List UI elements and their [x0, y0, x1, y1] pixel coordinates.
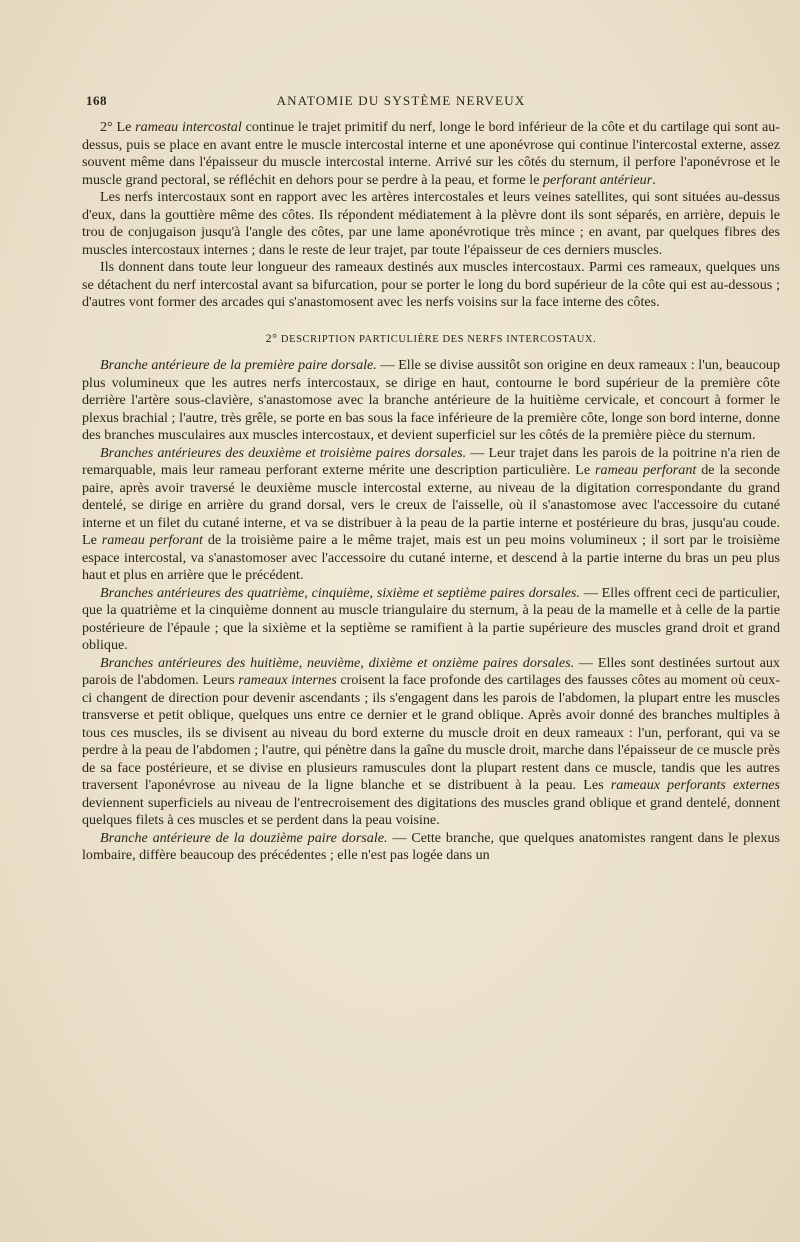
paragraph — [82, 357, 780, 445]
paragraph-text: — Cette branche, que quelques anatomistes rangent dans le plexus lombaire, diffère beaucoup des précédentes ; elle n'est pas logée dans un — [82, 829, 780, 863]
paragraph-text: . — [652, 171, 656, 188]
italic-term: rameau perforant — [595, 462, 697, 478]
body-text — [82, 119, 780, 865]
page-number: 168 — [86, 93, 107, 108]
paragraph-text: de la seconde paire, après avoir traversé le deuxième muscle intercostal externe, au niveau de la digitation correspondante du grand dentelé, se dirige en arrière du grand dorsal, vers le creux de l'aisselle, où il s'anastomose avec l'accessoire du cutané interne et un filet du cutané interne, et va se distribuer à la peau de la partie interne et postérieure du bras, jusqu'au coude. Le — [82, 462, 781, 548]
paragraph — [82, 585, 780, 655]
paragraph — [82, 655, 780, 830]
paragraph-text: — Elles offrent ceci de particulier, que la quatrième et la cinquième donnent au muscle triangulaire du sternum, à la peau de la mamelle et à celle de la partie postérieure de l'épaule ; que la sixième et la septième se ramifient à la partie supérieure des muscles grand droit et grand oblique. — [82, 584, 781, 653]
paragraph-text: de la troisième paire a le même trajet, mais est un peu moins volumineux ; il sort par le troisième espace intercostal, va s'anastomoser avec l'accessoire du cutané interne, et descend à la partie interne du bras un peu plus haut et plus en arrière que le précédent. — [82, 532, 780, 583]
paragraph-text: — Elles sont destinées surtout aux parois de l'abdomen. Leurs — [82, 654, 780, 688]
paragraph-text: Ils donnent dans toute leur longueur des rameaux destinés aux muscles intercostaux. Parmi ces rameaux, quelques uns se détachent du nerf intercostal avant sa bifurcation, pour se porter le long du bord supérieur de la côte qui est au-dessous ; d'autres vont former des arcades qui s'anastomosent avec les nerfs voisins sur la face interne des côtes. — [82, 259, 780, 310]
section-title: DESCRIPTION PARTICULIÈRE DES NERFS INTERCOSTAUX. — [280, 333, 597, 345]
paragraph-text: croisent la face profonde des cartilages des fausses côtes au moment où ceux-ci changent de direction pour devenir ascendants ; ils s'engagent dans les parois de l'abdomen, la plupart entre les muscles transverse et petit oblique, quelques uns entre ce dernier et le grand oblique. Après avoir donné des branches multiples à tous ces muscles, ils se divisent au niveau du bord externe du muscle droit en deux rameaux : l'un, perforant, qui va se perdre à la peau de l'abdomen ; l'autre, qui pénètre dans la gaîne du muscle droit, marche dans l'épaisseur de ce muscle près de sa face postérieure, et se divise en plusieurs ramuscules dont la plupart restent dans ce muscle, tandis que les autres traversent l'aponévrose au niveau de la ligne blanche et se distribuent à la peau. Les — [82, 672, 780, 793]
italic-heading: Branches antérieures des quatrième, cinquième, sixième et septième paires dorsales. — [100, 584, 580, 601]
italic-heading: Branches antérieures des deuxième et troisième paires dorsales. — [100, 444, 467, 461]
paragraph — [82, 830, 780, 865]
italic-term: rameaux perforants externes — [610, 777, 780, 793]
paragraph-lead: 2° Le — [100, 119, 136, 135]
section-heading — [82, 330, 780, 349]
paragraph-text: — Elle se divise aussitôt son origine en deux rameaux : l'un, beaucoup plus volumineux que les autres nerfs intercostaux, se dirige en haut, contourne le bord supérieur de la première côte derrière l'artère sous-clavière, s'anastomose avec la branche antérieure de la huitième cervicale, et concourt à former le plexus brachial ; l'autre, très grêle, se porte en bas sous la face inférieure de la première côte, longe son bord interne, donne des branches musculaires aux muscles intercostaux, et devient superficiel sur les côtés de la première pièce du sternum. — [82, 357, 780, 443]
paragraph — [82, 445, 780, 585]
italic-heading: Branche antérieure de la douzième paire dorsale. — [100, 829, 388, 846]
italic-heading: Branche antérieure de la première paire dorsale. — [100, 357, 377, 373]
italic-term: rameau intercostal — [135, 119, 242, 135]
italic-heading: Branches antérieures des huitième, neuvième, dixième et onzième paires dorsales. — [100, 654, 575, 671]
paragraph-text: continue le trajet primitif du nerf, longe le bord inférieur de la côte et du cartilage qui sont au-dessus, puis se place en avant entre le muscle intercostal interne et une aponévrose qui continue l'intercostal externe, assez souvent même dans l'épaisseur du muscle intercostal interne. Arrivé sur les côtés du sternum, il perfore l'aponévrose et le muscle grand pectoral, se réfléchit en dehors pour se perdre à la peau, et forme le — [82, 119, 780, 188]
paragraph-text: deviennent superficiels au niveau de l'entrecroisement des digitations des muscles grand oblique et grand dentelé, donnent quelques filets à ces muscles et se perdent dans la peau voisine. — [82, 794, 780, 828]
page-header — [86, 93, 716, 111]
paragraph — [82, 119, 780, 189]
italic-term: rameau perforant — [101, 532, 203, 548]
paragraph-text: Les nerfs intercostaux sont en rapport avec les artères intercostales et leurs veines satellites, qui sont situées au-dessus d'eux, dans la gouttière même des côtes. Ils répondent médiatement à la plèvre dont ils sont séparés, en arrière, depuis le trou de conjugaison jusqu'à l'angle des côtes, par une lame aponévrotique très mince ; en avant, par quelques fibres des muscles intercostaux internes ; dans le reste de leur trajet, par toute l'épaisseur de ces derniers muscles. — [82, 189, 780, 258]
section-number: 2° — [265, 330, 278, 345]
running-title: ANATOMIE DU SYSTÈME NERVEUX — [276, 93, 526, 108]
italic-term: rameaux internes — [238, 672, 337, 688]
paragraph-text: — Leur trajet dans les parois de la poitrine n'a rien de remarquable, mais leur rameau perforant externe mérite une description particulière. Le — [82, 444, 780, 478]
paragraph — [82, 189, 780, 259]
paragraph — [82, 259, 780, 312]
italic-term: perforant antérieur — [542, 171, 653, 188]
